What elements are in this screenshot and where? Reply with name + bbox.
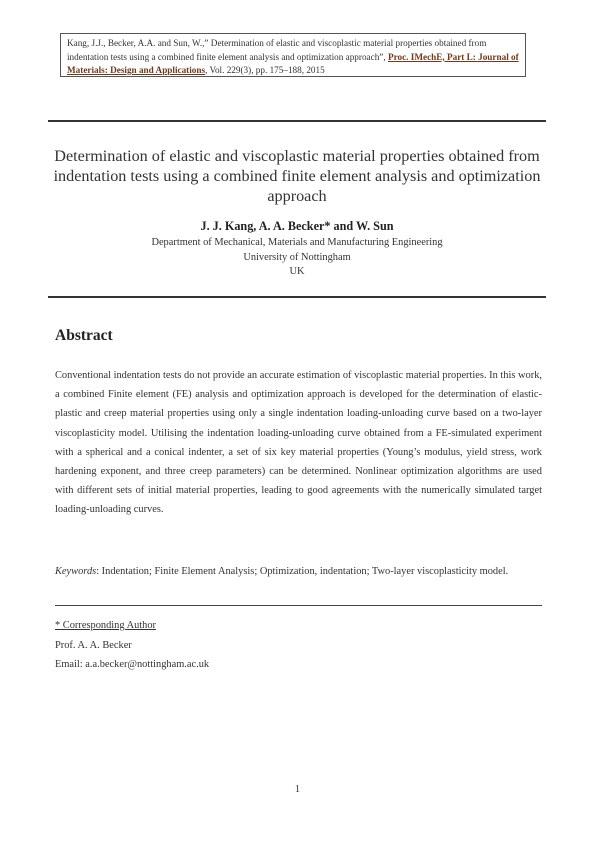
keywords-label: Keywords <box>55 566 97 577</box>
affiliation-university: University of Nottingham <box>243 251 351 263</box>
keywords-text: : Indentation; Finite Element Analysis; Optimization, indentation; Two-layer viscoplasticity model. <box>96 566 509 577</box>
abstract-body: Conventional indentation tests do not provide an accurate estimation of viscoplastic material properties. In this work, a combined Finite element (FE) analysis and optimization approach is developed for the determination of elastic-plastic and creep material properties using only a single indentation loading-unloading curve based on a two-layer viscoplasticity model. Utilising the indentation loading-unloading curve obtained from a FE-simulated experiment with a spherical and a conical indenter, a set of six key material properties (Young’s modulus, yield stress, work hardening exponent, and three creep parameters) can be determined. Nonlinear optimization algorithms are used with different sets of initial material properties, leading to good agreements with the numerically simulated target loading-unloading curves. <box>55 370 542 516</box>
paper-title: Determination of elastic and viscoplastic material properties obtained from indentation tests using a combined finite element analysis and optimization approach <box>53 147 541 205</box>
keywords <box>55 562 542 581</box>
citation-volume: , Vol. 229(3), pp. 175–188, 2015 <box>205 65 325 75</box>
abstract-heading: Abstract <box>55 327 113 344</box>
citation-text: Kang, J.J., Becker, A.A. and Sun, W.,” Determination of elastic and viscoplastic material properties obtained from indentation tests using a combined finite element analysis and optimization approach”, <box>67 38 487 62</box>
authors: J. J. Kang, A. A. Becker* and W. Sun <box>200 219 394 233</box>
affiliation <box>48 236 546 280</box>
citation-box <box>60 33 526 77</box>
page-number: 1 <box>294 784 301 795</box>
top-rule <box>48 120 546 122</box>
corresponding-author <box>55 616 209 675</box>
corresponding-author-name: Prof. A. A. Becker <box>55 639 132 651</box>
corresponding-author-email: Email: a.a.becker@nottingham.ac.uk <box>55 659 210 670</box>
footnote-rule <box>55 605 542 606</box>
affiliation-country: UK <box>289 266 305 277</box>
corresponding-author-heading: * Corresponding Author <box>55 620 157 631</box>
affiliation-department: Department of Mechanical, Materials and Manufacturing Engineering <box>151 237 443 248</box>
journal-link[interactable]: Proc. IMechE, Part L: Journal of Materials: Design and Applications <box>67 51 519 75</box>
header-bottom-rule <box>48 296 546 298</box>
